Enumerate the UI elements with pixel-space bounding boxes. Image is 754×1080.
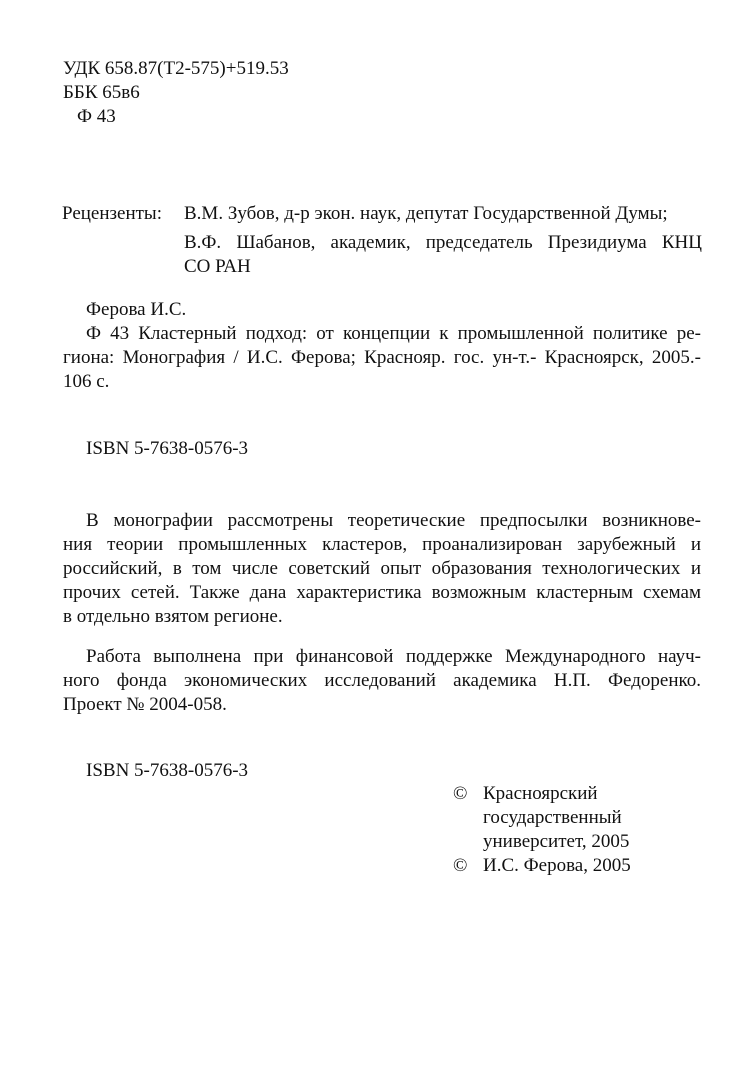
copyright-holder-1-row-3 — [453, 830, 713, 854]
funding-line-2: ного фонда экономических исследований академика Н.П. Федоренко. — [63, 670, 701, 691]
copyright-holder-1-line-1: Красноярский — [483, 783, 598, 804]
abstract-line-3: российский, в том числе советский опыт образования технологических и — [63, 558, 701, 579]
copyright-symbol: © — [453, 783, 468, 804]
abstract-line-1: В монографии рассмотрены теоретические предпосылки возникнове- — [86, 510, 701, 531]
copyright-holder-1-row-2 — [453, 806, 713, 830]
copyright-symbol: © — [453, 855, 468, 876]
funding-note — [63, 645, 701, 717]
bib-line-3: 106 с. — [63, 371, 110, 392]
copyright-block — [453, 782, 713, 878]
classification-block — [63, 57, 289, 129]
bib-line-1: Ф 43 Кластерный подход: от концепции к промышленной политике ре- — [86, 323, 701, 344]
bibliographic-record — [63, 298, 701, 394]
reviewers-block — [62, 202, 702, 277]
author-name: Ферова И.С. — [86, 299, 187, 320]
copyright-holder-2-text: И.С. Ферова, 2005 — [483, 855, 631, 876]
isbn-top: ISBN 5-7638-0576-3 — [86, 438, 249, 459]
abstract — [63, 509, 701, 629]
abstract-line-4: прочих сетей. Также дана характеристика возможным кластерным схемам — [63, 582, 701, 603]
abstract-line-5: в отдельно взятом регионе. — [63, 606, 283, 627]
reviewer-1: В.М. Зубов, д-р экон. наук, депутат Государственной Думы; — [184, 203, 668, 224]
copyright-holder-1 — [453, 782, 713, 806]
copyright-holder-1-line-3: университет, 2005 — [483, 831, 630, 852]
reviewers-label: Рецензенты: — [62, 203, 162, 224]
reviewer-2-line-2: СО РАН — [184, 256, 251, 277]
funding-line-1: Работа выполнена при финансовой поддержке Международного науч- — [86, 646, 701, 667]
funding-line-3: Проект № 2004-058. — [63, 694, 227, 715]
udk-code: УДК 658.87(Т2-575)+519.53 — [63, 58, 289, 79]
bbk-code: ББК 65в6 — [63, 82, 140, 103]
author-mark: Ф 43 — [77, 106, 116, 127]
abstract-line-2: ния теории промышленных кластеров, проанализирован зарубежный и — [63, 534, 701, 555]
reviewer-2-line-1: В.Ф. Шабанов, академик, председатель Президиума КНЦ — [184, 232, 702, 253]
copyright-holder-2 — [453, 854, 713, 878]
isbn-bottom: ISBN 5-7638-0576-3 — [86, 760, 249, 781]
bib-line-2: гиона: Монография / И.С. Ферова; Краснояр. гос. ун-т.- Красноярск, 2005.- — [63, 347, 701, 368]
copyright-holder-1-line-2: государственный — [483, 807, 622, 828]
